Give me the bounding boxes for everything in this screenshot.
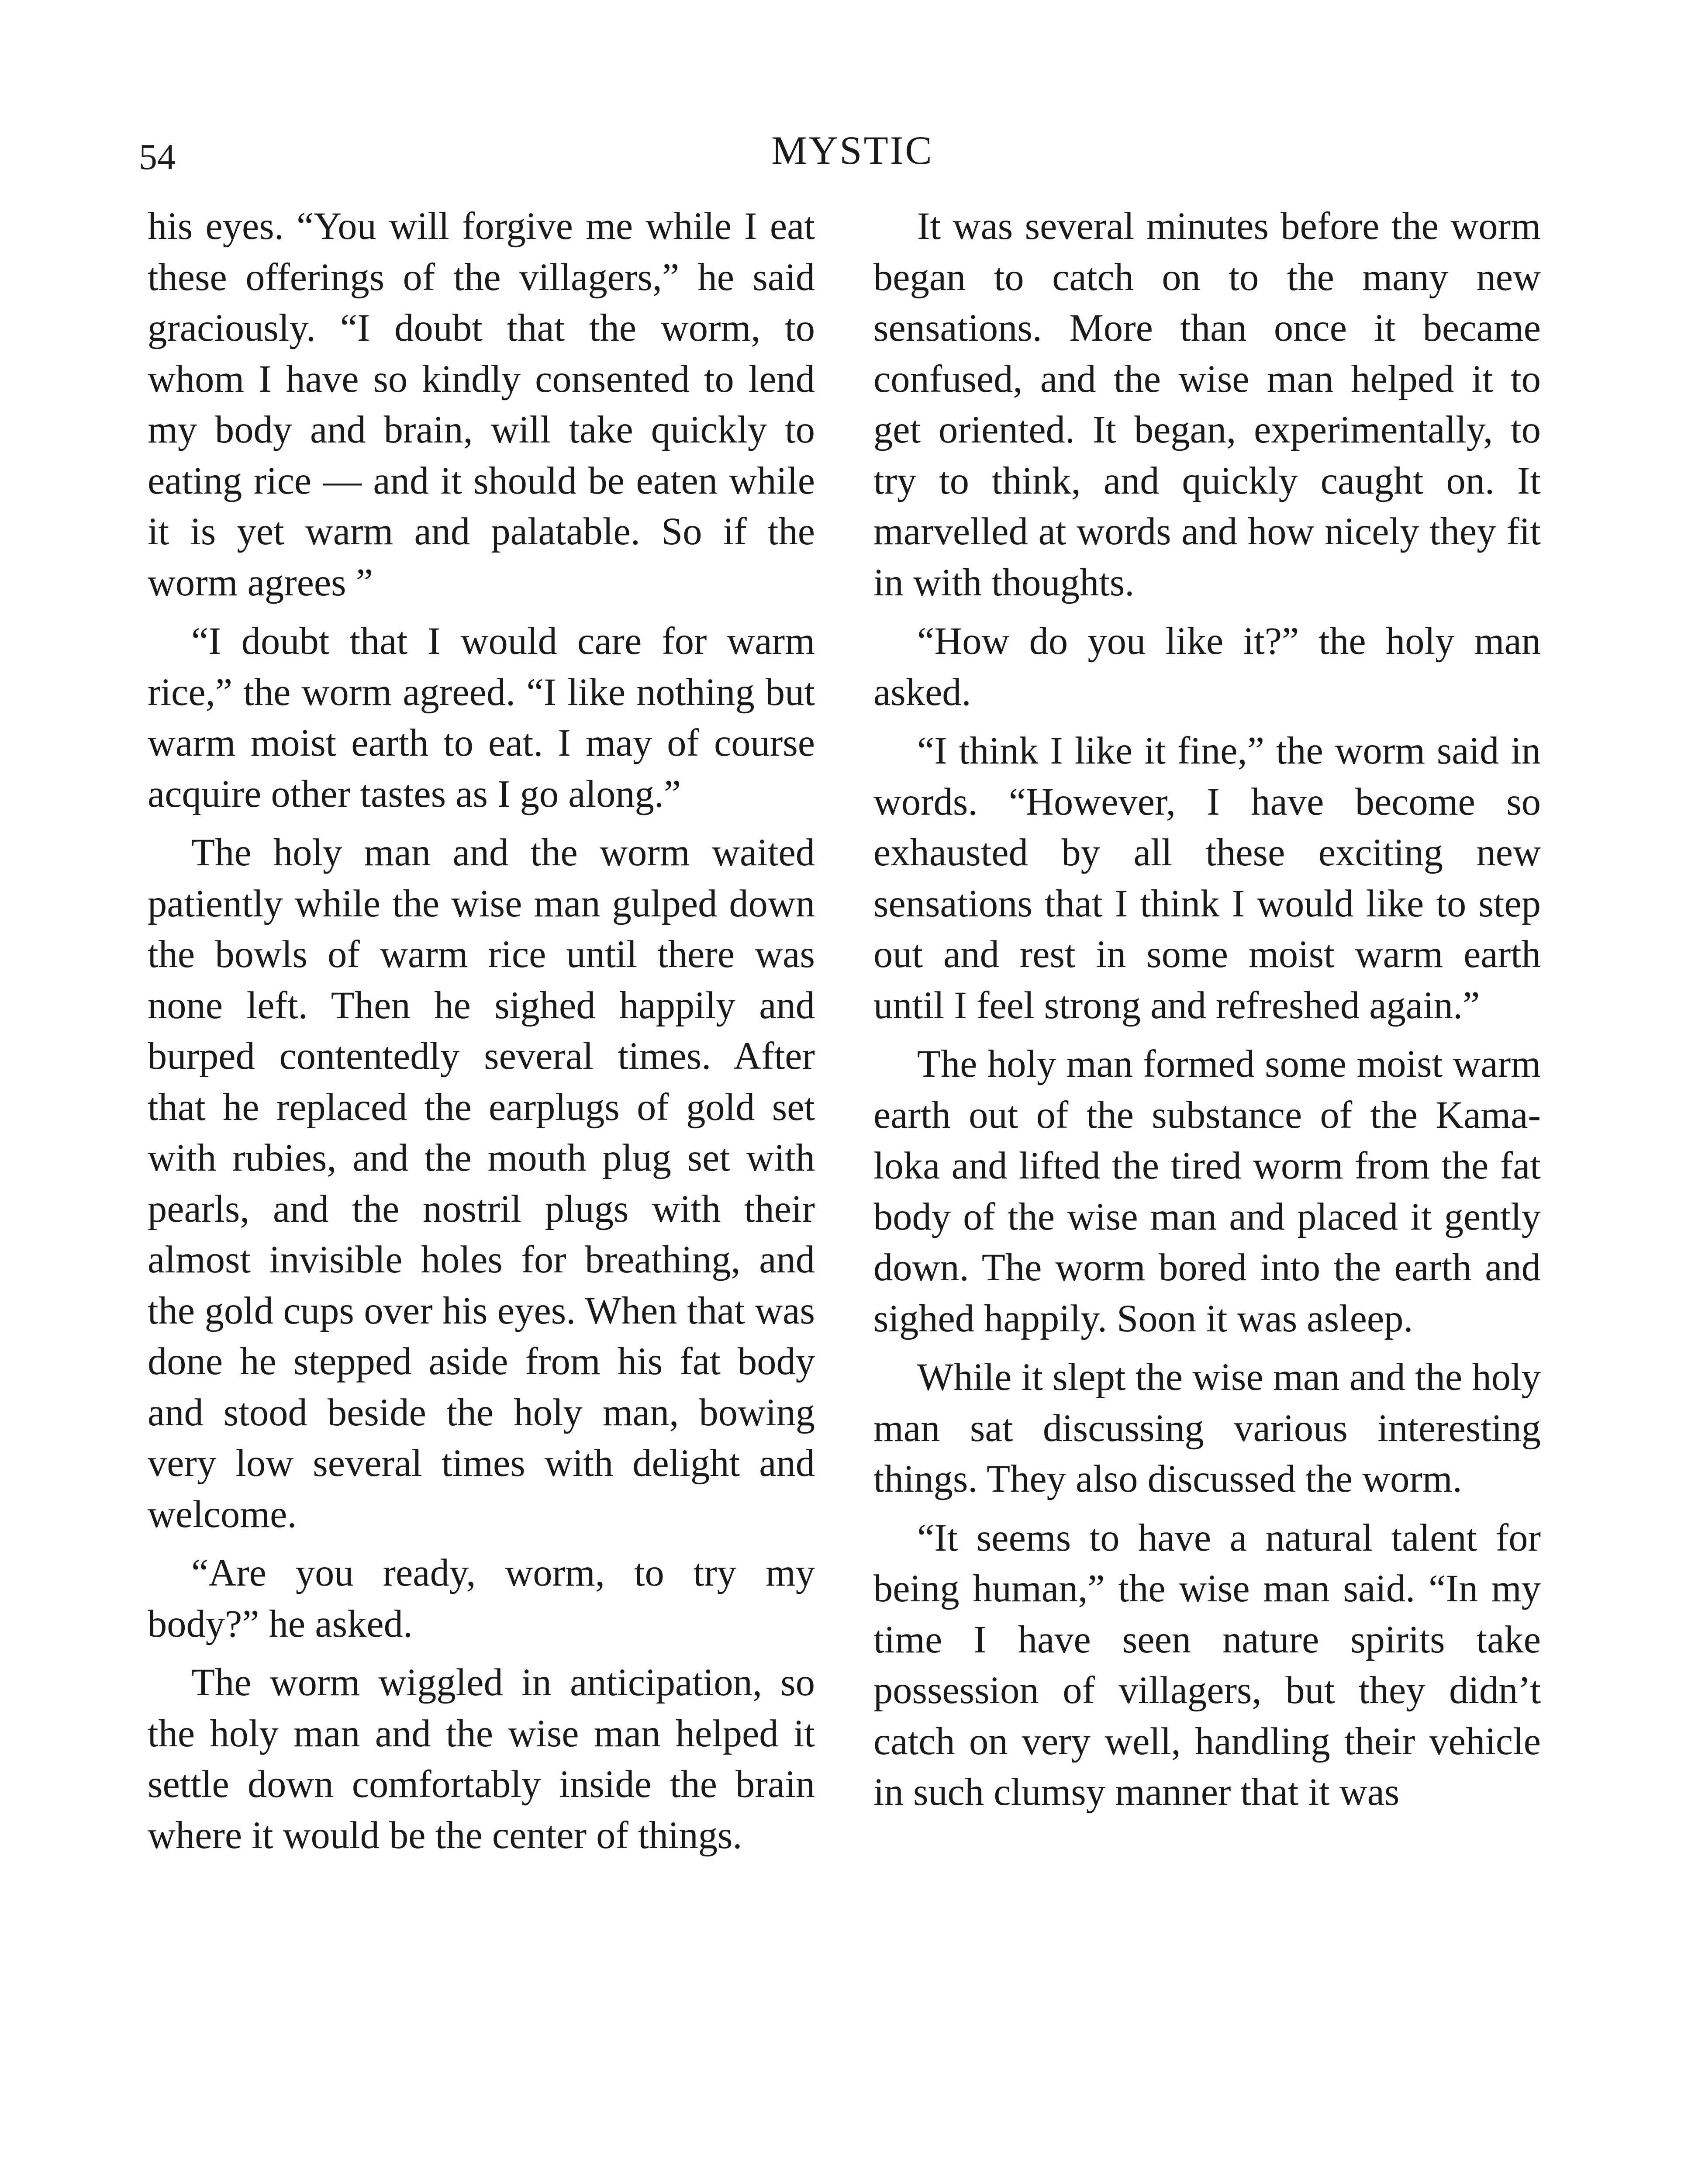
paragraph: his eyes. “You will forgive me while I eat these offerings of the villagers,” he said graciously. “I doubt that the worm, to whom I have so kindly consented to lend my body and brain, will take quickly to eating rice — and it should be eaten while it is yet warm and palatable. So if the worm agrees ” [148,205,815,604]
paragraph: “I think I like it fine,” the worm said in words. “However, I have become so exhausted by all these exciting new sensations that I think I would like to step out and rest in some moist warm earth until I feel strong and refreshed again.” [873,729,1541,1027]
paragraph: “How do you like it?” the holy man asked. [873,620,1541,714]
paragraph: “Are you ready, worm, to try my body?” he asked. [148,1552,815,1645]
running-head: MYSTIC [771,128,934,173]
paragraph: “It seems to have a natural talent for being human,” the wise man said. “In my time I have seen nature spirits take possession of villagers, but they didn’t catch on very well, handling their vehicle in such clumsy manner that it was [873,1516,1541,1814]
paragraph: The holy man formed some moist warm earth out of the substance of the Kama-loka and lifted the tired worm from the fat body of the wise man and placed it gently down. The worm bored into the earth and sighed happily. Soon it was asleep. [873,1043,1541,1340]
page-number: 54 [139,137,176,177]
right-column [873,201,1541,1826]
paragraph: “I doubt that I would care for warm rice,” the worm agreed. “I like nothing but warm moist earth to eat. I may of course acquire other tastes as I go along.” [148,620,815,816]
paragraph: It was several minutes before the worm began to catch on to the many new sensations. More than once it became confused, and the wise man helped it to get oriented. It began, experimentally, to try to think, and quickly caught on. It marvelled at words and how nicely they fit in with thoughts. [873,205,1541,604]
paragraph: The holy man and the worm waited patiently while the wise man gulped down the bowls of warm rice until there was none left. Then he sighed happily and burped contentedly several times. After that he replaced the earplugs of gold set with rubies, and the mouth plug set with pearls, and the nostril plugs with their almost invisible holes for breathing, and the gold cups over his eyes. When that was done he stepped aside from his fat body and stood beside the holy man, bowing very low several times with delight and welcome. [148,831,815,1536]
paragraph: The worm wiggled in anticipation, so the holy man and the wise man helped it settle down comfortably inside the brain where it would be the center of things. [148,1661,815,1857]
paragraph: While it slept the wise man and the holy man sat discussing various interesting things. They also discussed the worm. [873,1356,1541,1500]
left-column [148,201,815,1869]
